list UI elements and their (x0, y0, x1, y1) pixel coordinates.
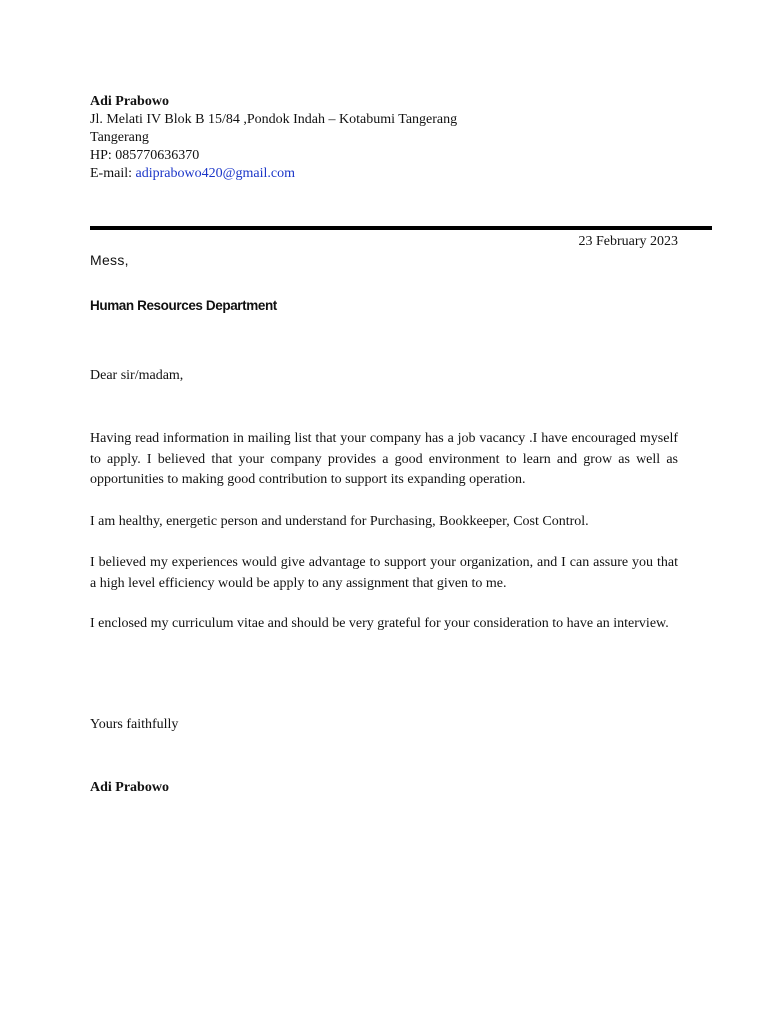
recipient-department: Human Resources Department (90, 298, 277, 313)
sender-address-line2: Tangerang (90, 130, 149, 145)
signature-name: Adi Prabowo (90, 780, 169, 795)
salutation: Dear sir/madam, (90, 368, 184, 383)
sender-phone: HP: 085770636370 (90, 148, 200, 163)
header-divider (90, 226, 712, 230)
letter-date: 23 February 2023 (578, 234, 678, 249)
body-paragraph-3: I believed my experiences would give advantage to support your organization, and I can assure you that a high level efficiency would be apply to any assignment that given to me. (90, 555, 678, 591)
sender-email-line (90, 165, 680, 183)
body-paragraph-2: I am healthy, energetic person and understand for Purchasing, Bookkeeper, Cost Control. (90, 514, 589, 529)
sender-email-link[interactable]: adiprabowo420@gmail.com (135, 166, 295, 181)
sender-block (90, 93, 680, 183)
recipient-greeting-line: Mess, (90, 252, 129, 268)
body-paragraph-4: I enclosed my curriculum vitae and should be very grateful for your consideration to have an interview. (90, 616, 669, 631)
sender-name: Adi Prabowo (90, 94, 169, 109)
sender-address-line1: Jl. Melati IV Blok B 15/84 ,Pondok Indah – Kotabumi Tangerang (90, 112, 458, 127)
sender-email-label: E-mail: (90, 166, 136, 181)
body-paragraph-1: Having read information in mailing list that your company has a job vacancy .I have encouraged myself to apply. I believed that your company provides a good environment to learn and grow as well as opportunities to making good contribution to support its expanding operation. (90, 431, 678, 487)
closing: Yours faithfully (90, 717, 179, 732)
